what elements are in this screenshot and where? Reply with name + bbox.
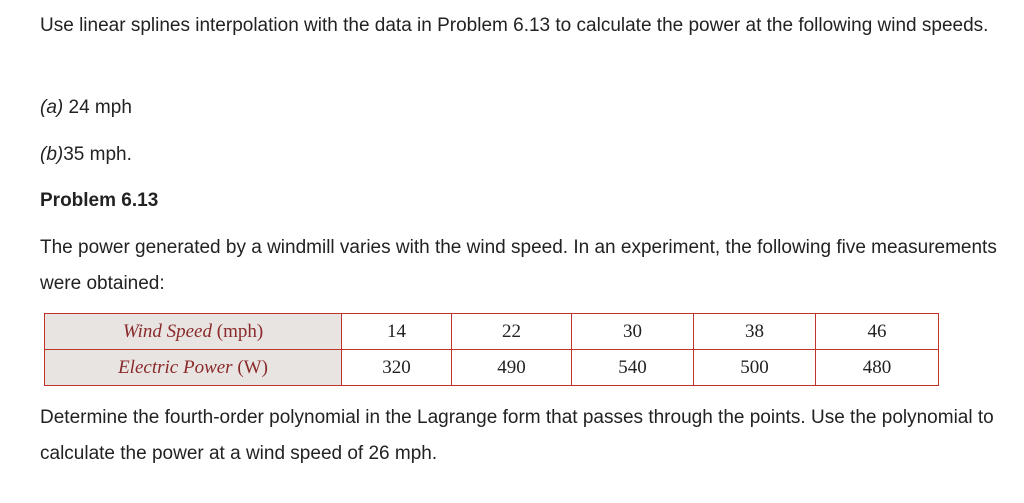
data-table-container bbox=[44, 313, 939, 386]
wind-speed-label: Wind Speed bbox=[122, 320, 212, 342]
table-cell: 14 bbox=[342, 314, 452, 350]
table-cell: 320 bbox=[342, 350, 452, 386]
table-cell: 500 bbox=[694, 350, 816, 386]
table-cell: 46 bbox=[816, 314, 939, 350]
problem-heading: Problem 6.13 bbox=[40, 190, 159, 211]
table-cell: 480 bbox=[816, 350, 939, 386]
row-label-wind-speed bbox=[45, 314, 342, 350]
table-row-wind-speed bbox=[45, 314, 939, 350]
table-cell: 540 bbox=[572, 350, 694, 386]
problem-statement: The power generated by a windmill varies with the wind speed. In an experiment, the following five measurements were obtained: bbox=[40, 237, 997, 294]
table-cell: 38 bbox=[694, 314, 816, 350]
table-cell: 22 bbox=[452, 314, 572, 350]
part-a-text: 24 mph bbox=[63, 97, 132, 118]
problem-task: Determine the fourth-order polynomial in the Lagrange form that passes through the points. Use the polynomial to calculate the power at a wind speed of 26 mph. bbox=[40, 407, 994, 464]
question-intro: Use linear splines interpolation with the data in Problem 6.13 to calculate the power at the following wind speeds. bbox=[40, 15, 989, 36]
table-cell: 30 bbox=[572, 314, 694, 350]
part-b bbox=[40, 137, 132, 173]
table-cell: 490 bbox=[452, 350, 572, 386]
part-b-text: 35 mph. bbox=[63, 144, 132, 165]
part-a-letter: (a) bbox=[40, 97, 64, 118]
electric-power-unit: (W) bbox=[232, 356, 268, 378]
table-row-electric-power bbox=[45, 350, 939, 386]
part-b-letter: (b) bbox=[40, 144, 64, 165]
wind-speed-unit: (mph) bbox=[212, 320, 264, 342]
electric-power-label: Electric Power bbox=[118, 356, 233, 378]
data-table bbox=[44, 313, 939, 386]
part-a bbox=[40, 90, 132, 126]
row-label-electric-power bbox=[45, 350, 342, 386]
